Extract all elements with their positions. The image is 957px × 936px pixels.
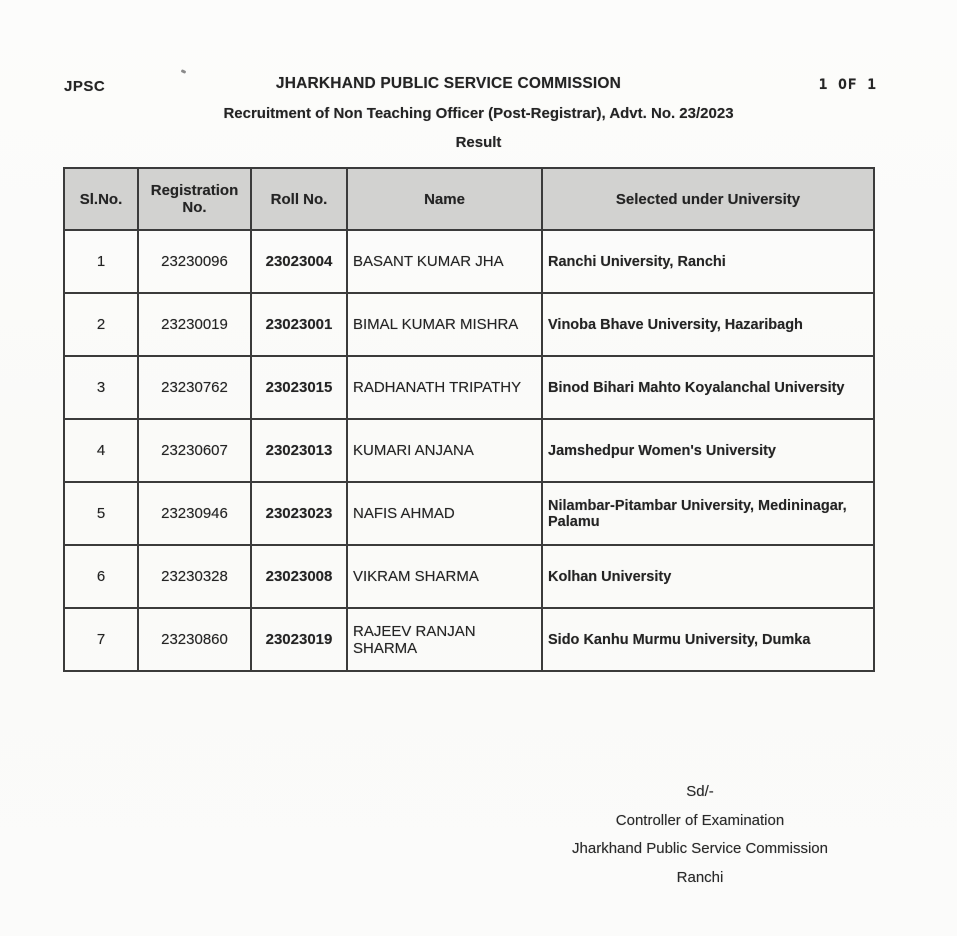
table-header-row xyxy=(64,168,874,230)
signature-organization: Jharkhand Public Service Commission xyxy=(572,840,828,857)
cell-roll-no: 23023004 xyxy=(251,230,347,293)
table-row xyxy=(64,482,874,545)
cell-registration-no: 23230946 xyxy=(138,482,251,545)
cell-sl-no: 5 xyxy=(64,482,138,545)
scan-artifact-dot xyxy=(181,69,187,74)
cell-name: NAFIS AHMAD xyxy=(347,482,542,545)
cell-university: Ranchi University, Ranchi xyxy=(542,230,874,293)
cell-roll-no: 23023023 xyxy=(251,482,347,545)
cell-registration-no: 23230019 xyxy=(138,293,251,356)
cell-roll-no: 23023013 xyxy=(251,419,347,482)
header-name: Name xyxy=(347,168,542,230)
signature-sd: Sd/- xyxy=(686,783,714,800)
cell-name: RADHANATH TRIPATHY xyxy=(347,356,542,419)
cell-name: BIMAL KUMAR MISHRA xyxy=(347,293,542,356)
cell-sl-no: 7 xyxy=(64,608,138,671)
signature-designation: Controller of Examination xyxy=(615,811,785,829)
cell-university: Nilambar-Pitambar University, Medininagar, Palamu xyxy=(542,482,874,545)
table-row xyxy=(64,293,874,356)
cell-registration-no: 23230607 xyxy=(138,419,251,482)
cell-roll-no: 23023008 xyxy=(251,545,347,608)
table-row xyxy=(64,608,874,671)
org-abbreviation: JPSC xyxy=(64,78,106,95)
cell-registration-no: 23230762 xyxy=(138,356,251,419)
result-heading: Result xyxy=(455,134,502,151)
signature-block xyxy=(480,778,920,892)
cell-name: BASANT KUMAR JHA xyxy=(347,230,542,293)
cell-name: VIKRAM SHARMA xyxy=(347,545,542,608)
document-title: JHARKHAND PUBLIC SERVICE COMMISSION xyxy=(275,75,622,92)
cell-university: Binod Bihari Mahto Koyalanchal University xyxy=(542,356,874,419)
header-sl-no: Sl.No. xyxy=(64,168,138,230)
page-number: 1 OF 1 xyxy=(818,77,877,93)
cell-sl-no: 6 xyxy=(64,545,138,608)
result-table xyxy=(63,167,875,672)
signature-place: Ranchi xyxy=(676,868,724,886)
cell-university: Vinoba Bhave University, Hazaribagh xyxy=(542,293,874,356)
cell-university: Jamshedpur Women's University xyxy=(542,419,874,482)
cell-sl-no: 1 xyxy=(64,230,138,293)
cell-name: KUMARI ANJANA xyxy=(347,419,542,482)
header-roll-no: Roll No. xyxy=(251,168,347,230)
cell-name: RAJEEV RANJAN SHARMA xyxy=(347,608,542,671)
table-row xyxy=(64,419,874,482)
header-selected-university: Selected under University xyxy=(542,168,874,230)
cell-registration-no: 23230328 xyxy=(138,545,251,608)
cell-sl-no: 2 xyxy=(64,293,138,356)
result-table-container xyxy=(63,167,875,672)
cell-roll-no: 23023001 xyxy=(251,293,347,356)
table-row xyxy=(64,230,874,293)
cell-university: Sido Kanhu Murmu University, Dumka xyxy=(542,608,874,671)
table-row xyxy=(64,545,874,608)
document-subtitle: Recruitment of Non Teaching Officer (Post-Registrar), Advt. No. 23/2023 xyxy=(223,105,734,122)
cell-sl-no: 4 xyxy=(64,419,138,482)
header-registration-no: Registration No. xyxy=(138,168,251,230)
result-table-body xyxy=(64,230,874,671)
cell-registration-no: 23230096 xyxy=(138,230,251,293)
cell-roll-no: 23023019 xyxy=(251,608,347,671)
cell-registration-no: 23230860 xyxy=(138,608,251,671)
cell-roll-no: 23023015 xyxy=(251,356,347,419)
table-row xyxy=(64,356,874,419)
cell-sl-no: 3 xyxy=(64,356,138,419)
cell-university: Kolhan University xyxy=(542,545,874,608)
